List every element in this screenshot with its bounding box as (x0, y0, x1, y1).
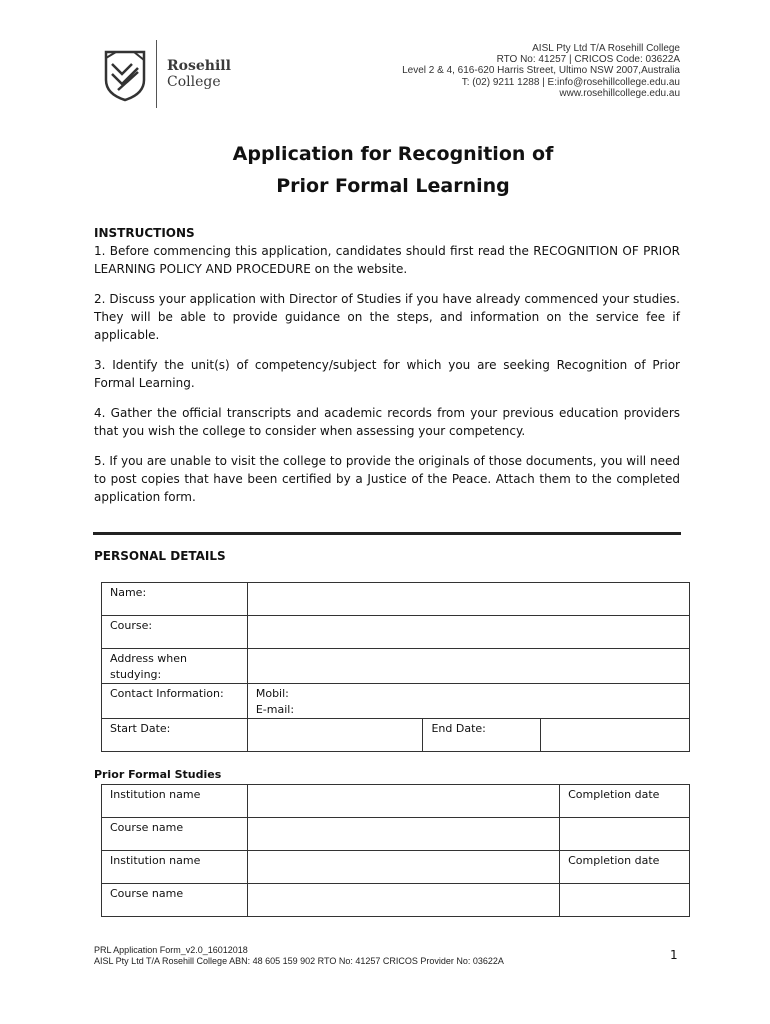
email-label: E-mail: (255, 703, 295, 716)
table-row (102, 818, 690, 851)
course-name-field-1[interactable] (247, 818, 559, 851)
table-row (102, 884, 690, 917)
name-label: Name: (102, 583, 248, 616)
completion-label-1: Completion date (560, 785, 690, 818)
instructions-heading: INSTRUCTIONS (94, 226, 195, 240)
address-label-line2: studying: (110, 668, 162, 681)
completion-date-field-1[interactable] (560, 818, 690, 851)
table-row (102, 684, 690, 719)
mobil-label: Mobil: (255, 687, 289, 700)
institution-label-1: Institution name (102, 785, 248, 818)
table-row (102, 649, 690, 684)
company-address: Level 2 & 4, 616-620 Harris Street, Ultimo NSW 2007,Australia (402, 65, 680, 77)
page-number: 1 (670, 948, 678, 962)
completion-date-field-2[interactable] (560, 884, 690, 917)
company-rto: RTO No: 41257 | CRICOS Code: 03622A (496, 54, 680, 66)
course-label: Course: (102, 616, 248, 649)
instruction-2: 2. Discuss your application with Director of Studies if you have already commenced your studies. They will be able to provide guidance on the steps, and information on the service fee if applicable. (94, 292, 680, 342)
company-website[interactable]: www.rosehillcollege.edu.au (559, 87, 680, 99)
prior-studies-heading: Prior Formal Studies (94, 768, 222, 781)
logo-name-line2: College (167, 74, 221, 90)
institution-field-1[interactable] (247, 785, 559, 818)
instruction-4: 4. Gather the official transcripts and academic records from your previous education providers that you wish the college to consider when assessing your competency. (94, 406, 680, 438)
instruction-3: 3. Identify the unit(s) of competency/subject for which you are seeking Recognition of Prior Formal Learning. (94, 358, 680, 390)
contact-label: Contact Information: (102, 684, 248, 719)
table-row (102, 719, 690, 752)
college-logo-text (167, 58, 231, 90)
instruction-5: 5. If you are unable to visit the college to provide the originals of those documents, you will need to post copies that have been certified by a Justice of the Peace. Attach them to the completed application form. (94, 454, 680, 504)
rosehill-crest-icon (104, 50, 146, 102)
course-field[interactable] (247, 616, 689, 649)
instruction-1: 1. Before commencing this application, candidates should first read the RECOGNITION OF PRIOR LEARNING POLICY AND PROCEDURE on the website. (94, 244, 680, 276)
institution-label-2: Institution name (102, 851, 248, 884)
footer-company: AISL Pty Ltd T/A Rosehill College ABN: 48 605 159 902 RTO No: 41257 CRICOS Provider No: 03622A (94, 956, 504, 966)
company-contact: T: (02) 9211 1288 | E:info@rosehillcollege.edu.au (461, 76, 680, 88)
course-name-label-1: Course name (102, 818, 248, 851)
page-footer (94, 945, 504, 967)
company-name: AISL Pty Ltd T/A Rosehill College (532, 43, 680, 54)
address-label (102, 649, 248, 684)
name-field[interactable] (247, 583, 689, 616)
table-row (102, 583, 690, 616)
table-row (102, 616, 690, 649)
company-details (402, 43, 680, 99)
course-name-field-2[interactable] (247, 884, 559, 917)
logo-name-line1: Rosehill (167, 58, 231, 74)
completion-label-2: Completion date (560, 851, 690, 884)
address-label-line1: Address when (110, 652, 188, 665)
prior-studies-table (101, 784, 690, 917)
table-row (102, 851, 690, 884)
institution-field-2[interactable] (247, 851, 559, 884)
end-date-field[interactable] (541, 719, 690, 752)
page-title-line2: Prior Formal Learning (276, 175, 510, 197)
page-title-line1: Application for Recognition of (232, 143, 554, 165)
personal-details-heading: PERSONAL DETAILS (94, 549, 226, 563)
start-date-field[interactable] (247, 719, 423, 752)
contact-field[interactable] (247, 684, 689, 719)
personal-details-table (101, 582, 690, 752)
logo-divider (156, 40, 157, 108)
table-row (102, 785, 690, 818)
address-field[interactable] (247, 649, 689, 684)
course-name-label-2: Course name (102, 884, 248, 917)
footer-form-version: PRL Application Form_v2.0_16012018 (94, 945, 248, 955)
end-date-label: End Date: (423, 719, 541, 752)
start-date-label: Start Date: (102, 719, 248, 752)
section-divider (93, 532, 681, 535)
